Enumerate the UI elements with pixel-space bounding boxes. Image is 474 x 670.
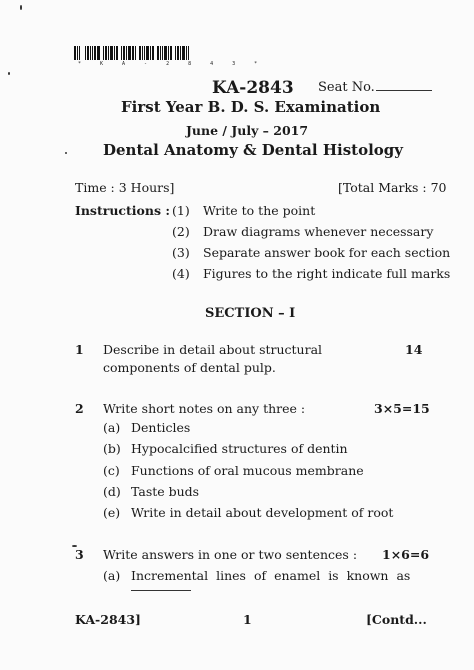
- subquestion-letter: (d): [103, 484, 121, 499]
- instruction-number: (2): [172, 224, 190, 239]
- question-marks: 14: [405, 342, 423, 357]
- subquestion-letter: (b): [103, 441, 121, 456]
- question-number: 3: [75, 547, 84, 562]
- scan-speck: [20, 5, 22, 10]
- footer-paper-code: KA-2843]: [75, 612, 141, 627]
- scan-speck: [72, 545, 77, 547]
- exam-title: First Year B. D. S. Examination: [121, 98, 381, 116]
- scan-speck: [65, 152, 67, 154]
- seat-number-blank: [376, 90, 432, 91]
- answer-blank: [131, 590, 191, 591]
- instruction-text: Write to the point: [203, 203, 316, 218]
- instruction-text: Separate answer book for each section: [203, 245, 451, 260]
- subquestion-letter: (e): [103, 505, 121, 520]
- question-text: Write answers in one or two sentences :: [103, 547, 358, 562]
- question-text: Write short notes on any three :: [103, 401, 306, 416]
- subquestion-text: Functions of oral mucous membrane: [131, 463, 364, 478]
- scan-speck: [8, 72, 10, 75]
- question-marks: 1×6=6: [382, 547, 430, 562]
- question-marks: 3×5=15: [374, 401, 430, 416]
- instruction-text: Draw diagrams whenever necessary: [203, 224, 434, 239]
- barcode: [74, 46, 220, 60]
- seat-number-field: [318, 80, 432, 95]
- seat-number-label: Seat No.: [318, 80, 375, 95]
- subquestion-text: Hypocalcified structures of dentin: [131, 441, 348, 456]
- subquestion-text: Taste buds: [131, 484, 200, 499]
- instructions-label: Instructions :: [75, 203, 170, 218]
- question-text: Describe in detail about structural components of dental pulp.: [103, 342, 323, 375]
- instruction-number: (1): [172, 203, 190, 218]
- question-number: 2: [75, 401, 84, 416]
- instruction-number: (4): [172, 266, 190, 281]
- page-number: 1: [243, 612, 252, 627]
- exam-session: June / July – 2017: [186, 123, 309, 138]
- section-heading: SECTION – I: [205, 306, 296, 321]
- subquestion-text: Incremental lines of enamel is known as: [131, 568, 411, 583]
- subquestion-letter: (a): [103, 568, 121, 583]
- time-allowed: Time : 3 Hours]: [75, 180, 175, 195]
- subquestion-text: Denticles: [131, 420, 191, 435]
- subject-title: Dental Anatomy & Dental Histology: [103, 141, 403, 159]
- barcode-text: * K A - 2 8 4 3 *: [78, 61, 266, 67]
- paper-code: KA-2843: [212, 78, 294, 98]
- total-marks: [Total Marks : 70: [338, 180, 447, 195]
- question-number: 1: [75, 342, 84, 357]
- continued-marker: [Contd...: [366, 612, 427, 627]
- subquestion-letter: (a): [103, 420, 121, 435]
- subquestion-letter: (c): [103, 463, 120, 478]
- subquestion-text: Write in detail about development of root: [131, 505, 394, 520]
- instruction-number: (3): [172, 245, 190, 260]
- instruction-text: Figures to the right indicate full marks: [203, 266, 451, 281]
